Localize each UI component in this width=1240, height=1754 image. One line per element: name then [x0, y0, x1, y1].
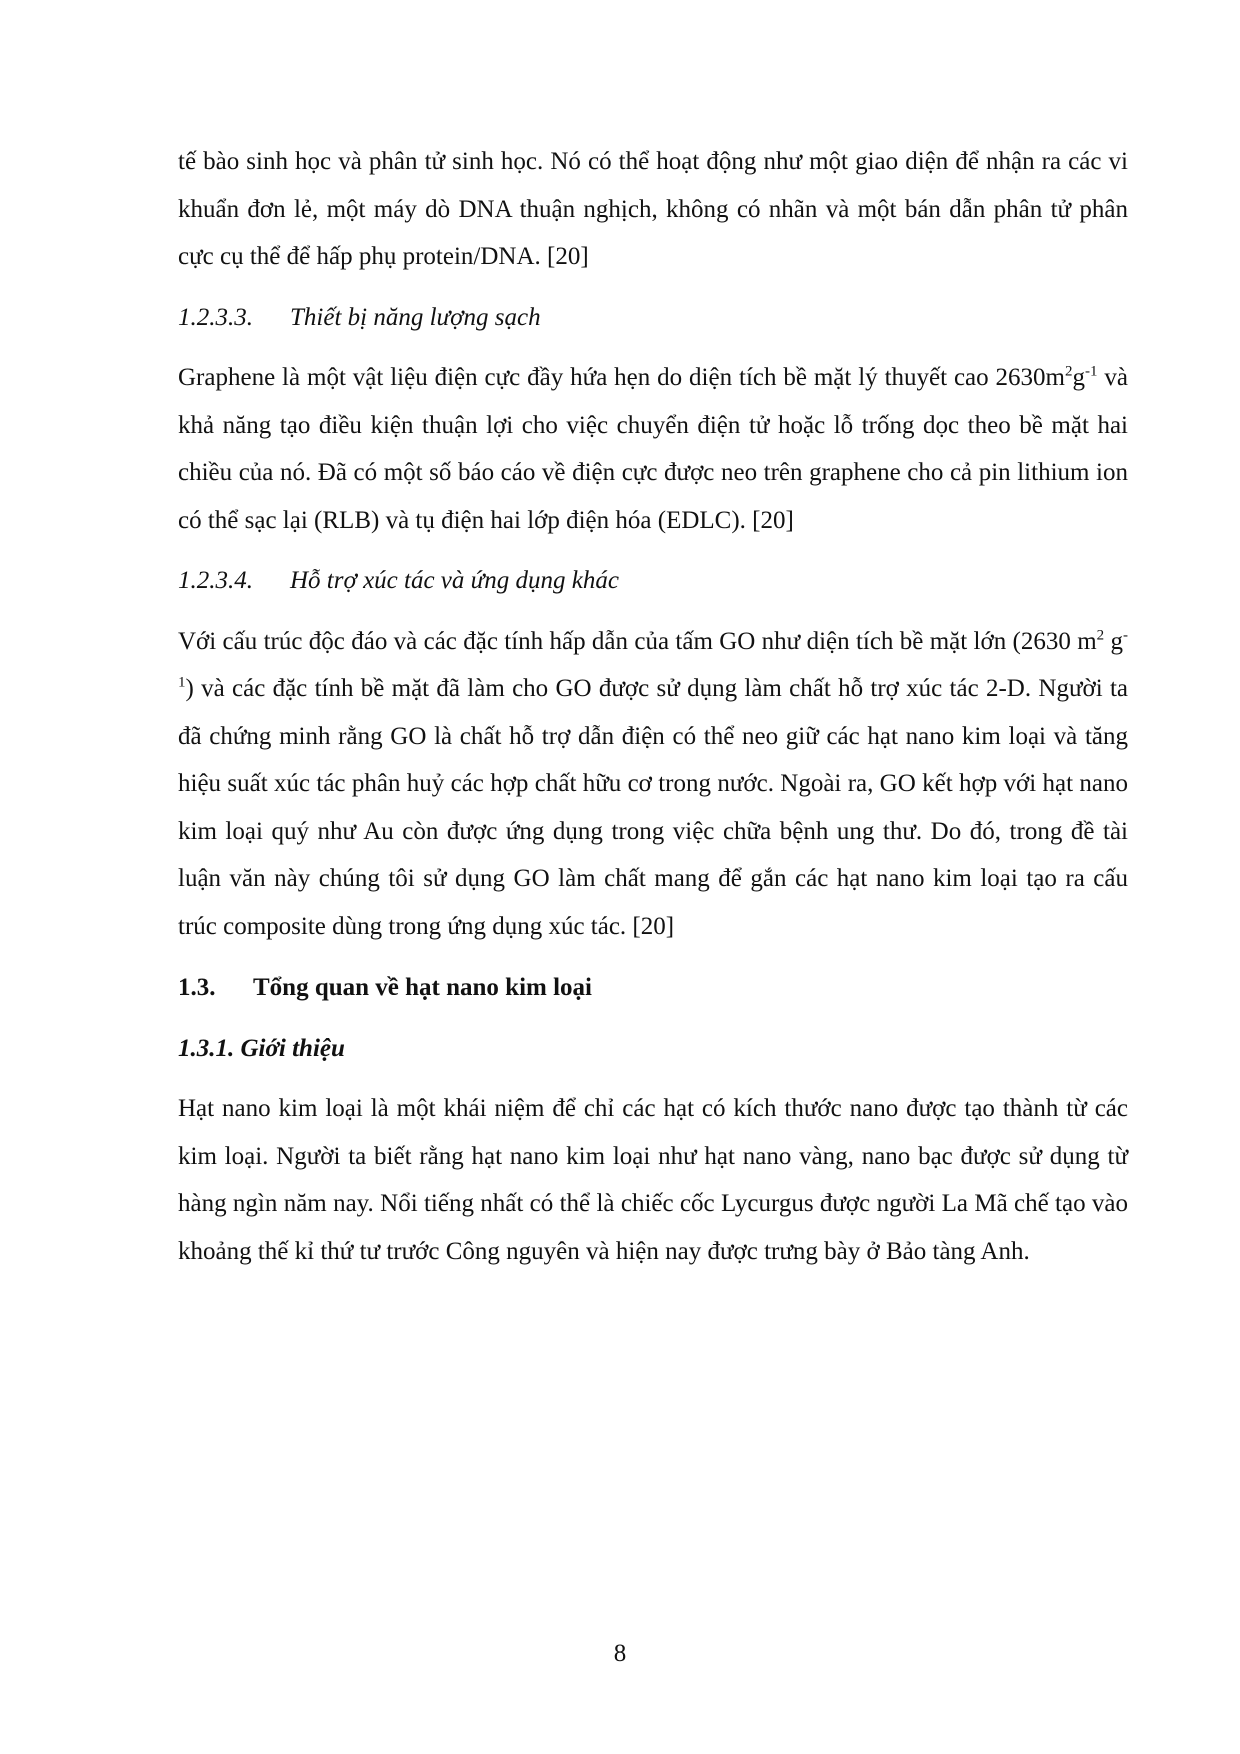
text-run: Graphene là một vật liệu điện cực đầy hứa hẹn do diện tích bề mặt lý thuyết cao 2630m	[178, 364, 1065, 391]
heading-title: Hỗ trợ xúc tác và ứng dụng khác	[290, 567, 619, 594]
heading-1-2-3-4	[178, 557, 1128, 605]
paragraph-graphene-energy	[178, 354, 1128, 544]
page-number: 8	[613, 1640, 627, 1667]
text-run: Với cấu trúc độc đáo và các đặc tính hấp dẫn của tấm GO như diện tích bề mặt lớn (2630 m	[178, 627, 1097, 655]
heading-1-2-3-3	[178, 294, 1128, 342]
heading-title: Thiết bị năng lượng sạch	[290, 303, 541, 331]
heading-1-3	[178, 964, 1128, 1012]
page-content	[178, 138, 1128, 1275]
superscript: -1	[178, 627, 1128, 691]
text-run: g	[1104, 627, 1123, 655]
text-run: và khả năng tạo điều kiện thuận lợi cho việc chuyển điện tử hoặc lỗ trống dọc theo bề mặt hai chiều của nó. Đã có một số báo cáo về điện cực được neo trên graphene cho cả pin lithium ion có thể sạc lại (RLB) và tụ điện hai lớp điện hóa (EDLC). [20]	[178, 364, 1128, 534]
paragraph-catalysis	[178, 618, 1128, 951]
heading-1-3-1: 1.3.1. Giới thiệu	[178, 1034, 345, 1062]
heading-number: 1.2.3.4.	[178, 567, 253, 594]
paragraph-biology: tế bào sinh học và phân tử sinh học. Nó có thể hoạt động như một giao diện để nhận ra các vi khuẩn đơn lẻ, một máy dò DNA thuận nghịch, không có nhãn và một bán dẫn phân tử phân cực cụ thể để hấp phụ protein/DNA. [20]	[178, 148, 1128, 270]
heading-number: 1.2.3.3.	[178, 303, 253, 331]
paragraph-nanoparticles-intro: Hạt nano kim loại là một khái niệm để chỉ các hạt có kích thước nano được tạo thành từ các kim loại. Người ta biết rằng hạt nano kim loại như hạt nano vàng, nano bạc được sử dụng từ hàng ngìn năm nay. Nổi tiếng nhất có thể là chiếc cốc Lycurgus được người La Mã chế tạo vào khoảng thế kỉ thứ tư trước Công nguyên và hiện nay được trưng bày ở Bảo tàng Anh.	[178, 1095, 1128, 1265]
text-run: ) và các đặc tính bề mặt đã làm cho GO được sử dụng làm chất hỗ trợ xúc tác 2-D. Người ta đã chứng minh rằng GO là chất hỗ trợ dẫn điện có thể neo giữ các hạt nano kim loại và tăng hiệu suất xúc tác phân huỷ các hợp chất hữu cơ trong nước. Ngoài ra, GO kết hợp với hạt nano kim loại quý như Au còn được ứng dụng trong việc chữa bệnh ung thư. Do đó, trong đề tài luận văn này chúng tôi sử dụng GO làm chất mang để gắn các hạt nano kim loại tạo ra cấu trúc composite dùng trong ứng dụng xúc tác. [20]	[178, 675, 1128, 940]
heading-number: 1.3.	[178, 974, 216, 1001]
superscript: 2	[1096, 627, 1105, 644]
text-run: g	[1072, 364, 1085, 391]
superscript: 2	[1065, 363, 1073, 380]
heading-title: Tổng quan về hạt nano kim loại	[253, 974, 592, 1001]
superscript: -1	[1085, 363, 1098, 380]
